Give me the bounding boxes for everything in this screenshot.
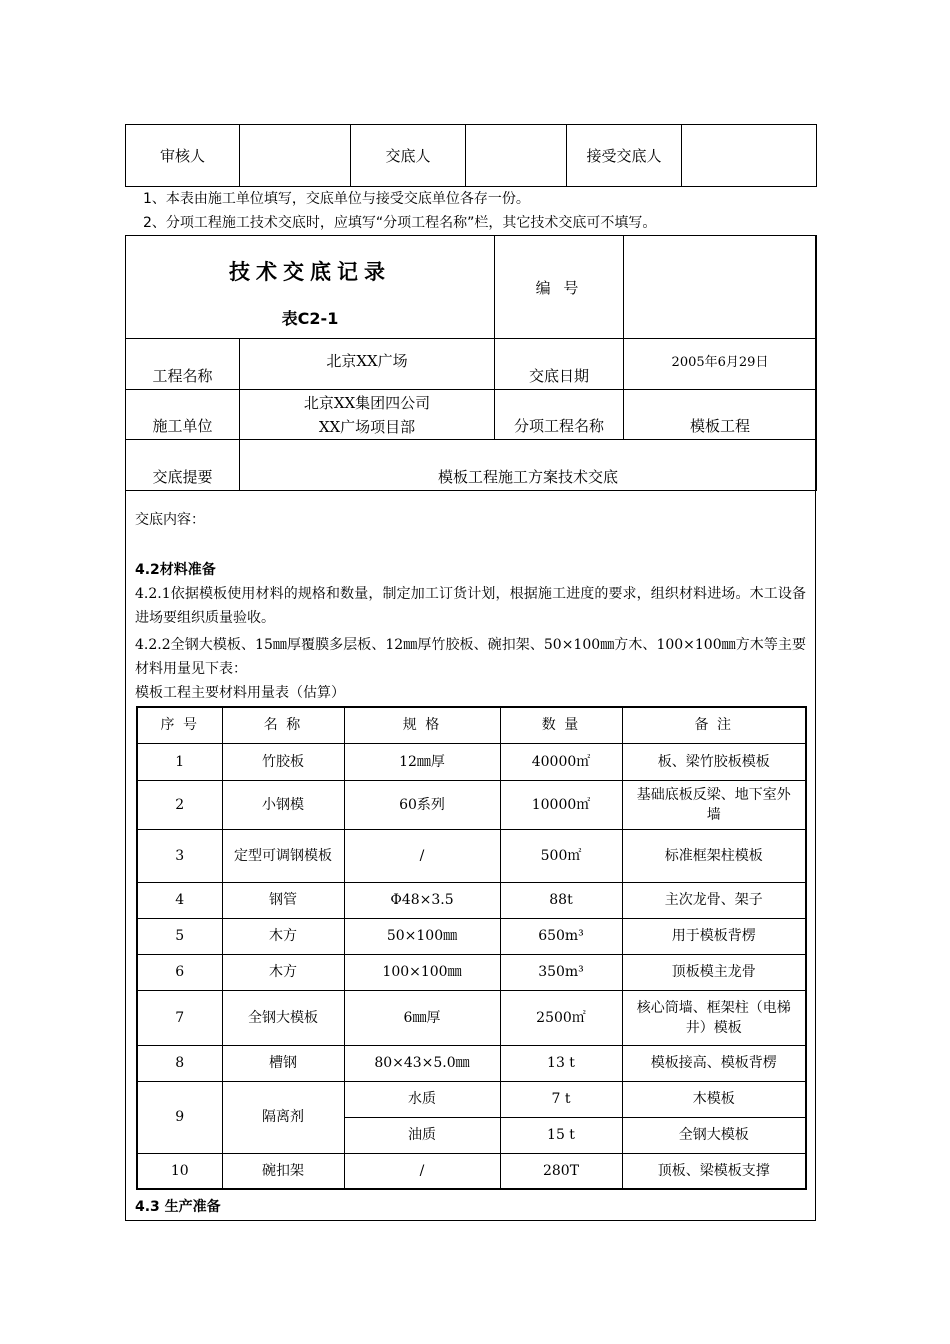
receiver-value bbox=[682, 125, 817, 187]
row-note: 核心筒墙、框架柱（电梯井）模板 bbox=[622, 990, 806, 1045]
row-spec: 6㎜厚 bbox=[344, 990, 500, 1045]
row-qty: 280T bbox=[500, 1153, 622, 1189]
row-spec: / bbox=[344, 829, 500, 882]
date-label: 交底日期 bbox=[495, 339, 624, 390]
table-row bbox=[137, 1045, 806, 1081]
row-name: 隔离剂 bbox=[222, 1081, 344, 1153]
row-no: 7 bbox=[137, 990, 222, 1045]
row-no: 2 bbox=[137, 780, 222, 829]
row-qty: 500㎡ bbox=[500, 829, 622, 882]
row-spec: 油质 bbox=[344, 1117, 500, 1153]
summary-label: 交底提要 bbox=[126, 440, 240, 491]
row-no: 4 bbox=[137, 882, 222, 918]
row-note: 模板接高、模板背楞 bbox=[622, 1045, 806, 1081]
record-header-table bbox=[125, 235, 817, 491]
row-name: 木方 bbox=[222, 954, 344, 990]
row-name: 定型可调钢模板 bbox=[222, 829, 344, 882]
contractor-label: 施工单位 bbox=[126, 390, 240, 440]
row-spec: 80×43×5.0㎜ bbox=[344, 1045, 500, 1081]
paragraph-4-2-1: 4.2.1依据模板使用材料的规格和数量，制定加工订货计划，根据施工进度的要求，组织材料进场。木工设备进场要组织质量验收。 bbox=[135, 586, 806, 626]
number-value bbox=[624, 236, 817, 339]
reviewer-value bbox=[240, 125, 351, 187]
row-note: 顶板、梁模板支撑 bbox=[622, 1153, 806, 1189]
row-no: 8 bbox=[137, 1045, 222, 1081]
row-spec: 50×100㎜ bbox=[344, 918, 500, 954]
date-value: 2005年6月29日 bbox=[624, 339, 817, 390]
reviewer-label: 审核人 bbox=[126, 125, 240, 187]
header-no: 序 号 bbox=[137, 707, 222, 743]
table-row bbox=[137, 954, 806, 990]
project-name-value: 北京XX广场 bbox=[240, 339, 495, 390]
section-4-3-heading: 4.3 生产准备 bbox=[135, 1199, 221, 1215]
row-note: 用于模板背楞 bbox=[622, 918, 806, 954]
form-number: 表C2-1 bbox=[281, 309, 339, 328]
row-qty: 15 t bbox=[500, 1117, 622, 1153]
paragraph-4-2-2: 4.2.2全钢大模板、15㎜厚覆膜多层板、12㎜厚竹胶板、碗扣架、50×100㎜方木、100×100㎜方木等主要材料用量见下表： bbox=[135, 637, 806, 677]
header-spec: 规 格 bbox=[344, 707, 500, 743]
contractor-line-1: 北京XX集团四公司 bbox=[303, 393, 431, 412]
number-label: 编 号 bbox=[495, 236, 624, 339]
subproject-label: 分项工程名称 bbox=[495, 390, 624, 440]
table-row bbox=[137, 882, 806, 918]
table-row bbox=[137, 829, 806, 882]
note-2: 2、分项工程施工技术交底时，应填写“分项工程名称”栏，其它技术交底可不填写。 bbox=[143, 215, 657, 231]
header-name: 名 称 bbox=[222, 707, 344, 743]
section-4-2-heading: 4.2材料准备 bbox=[135, 562, 216, 578]
row-name: 碗扣架 bbox=[222, 1153, 344, 1189]
discloser-value bbox=[466, 125, 567, 187]
row-qty: 2500㎡ bbox=[500, 990, 622, 1045]
table-row bbox=[137, 743, 806, 780]
row-note: 顶板模主龙骨 bbox=[622, 954, 806, 990]
row-qty: 350m³ bbox=[500, 954, 622, 990]
row-qty: 88t bbox=[500, 882, 622, 918]
row-no: 10 bbox=[137, 1153, 222, 1189]
subproject-value: 模板工程 bbox=[624, 390, 817, 440]
row-spec: / bbox=[344, 1153, 500, 1189]
row-no: 6 bbox=[137, 954, 222, 990]
row-note: 全钢大模板 bbox=[622, 1117, 806, 1153]
table-row bbox=[137, 990, 806, 1045]
contractor-line-2: XX广场项目部 bbox=[318, 417, 416, 436]
record-title: 技术交底记录 bbox=[229, 260, 391, 284]
row-name: 木方 bbox=[222, 918, 344, 954]
table-row bbox=[137, 780, 806, 829]
row-name: 全钢大模板 bbox=[222, 990, 344, 1045]
table-row bbox=[137, 918, 806, 954]
project-name-label: 工程名称 bbox=[126, 339, 240, 390]
materials-header-row bbox=[137, 707, 806, 743]
content-label: 交底内容： bbox=[135, 512, 205, 528]
table-row bbox=[137, 1081, 806, 1117]
receiver-label: 接受交底人 bbox=[567, 125, 682, 187]
header-note: 备 注 bbox=[622, 707, 806, 743]
row-no: 9 bbox=[137, 1081, 222, 1153]
note-1: 1、本表由施工单位填写，交底单位与接受交底单位各存一份。 bbox=[143, 191, 530, 207]
row-spec: 12㎜厚 bbox=[344, 743, 500, 780]
header-qty: 数 量 bbox=[500, 707, 622, 743]
row-qty: 13 t bbox=[500, 1045, 622, 1081]
row-note: 基础底板反梁、地下室外墙 bbox=[622, 780, 806, 829]
signature-table bbox=[125, 124, 817, 187]
row-spec: 60系列 bbox=[344, 780, 500, 829]
row-spec: 100×100㎜ bbox=[344, 954, 500, 990]
row-qty: 40000㎡ bbox=[500, 743, 622, 780]
table-row bbox=[137, 1153, 806, 1189]
summary-value: 模板工程施工方案技术交底 bbox=[240, 440, 817, 491]
materials-table bbox=[136, 706, 807, 1190]
row-note: 标准框架柱模板 bbox=[622, 829, 806, 882]
row-name: 钢管 bbox=[222, 882, 344, 918]
row-no: 1 bbox=[137, 743, 222, 780]
title-cell bbox=[126, 236, 495, 339]
row-spec: Φ48×3.5 bbox=[344, 882, 500, 918]
discloser-label: 交底人 bbox=[351, 125, 466, 187]
contractor-value bbox=[240, 390, 495, 440]
row-note: 板、梁竹胶板模板 bbox=[622, 743, 806, 780]
row-qty: 7 t bbox=[500, 1081, 622, 1117]
row-name: 小钢模 bbox=[222, 780, 344, 829]
row-spec: 水质 bbox=[344, 1081, 500, 1117]
row-no: 3 bbox=[137, 829, 222, 882]
table-caption: 模板工程主要材料用量表（估算） bbox=[135, 685, 345, 701]
row-qty: 10000㎡ bbox=[500, 780, 622, 829]
row-qty: 650m³ bbox=[500, 918, 622, 954]
row-no: 5 bbox=[137, 918, 222, 954]
row-note: 木模板 bbox=[622, 1081, 806, 1117]
row-note: 主次龙骨、架子 bbox=[622, 882, 806, 918]
row-name: 槽钢 bbox=[222, 1045, 344, 1081]
row-name: 竹胶板 bbox=[222, 743, 344, 780]
